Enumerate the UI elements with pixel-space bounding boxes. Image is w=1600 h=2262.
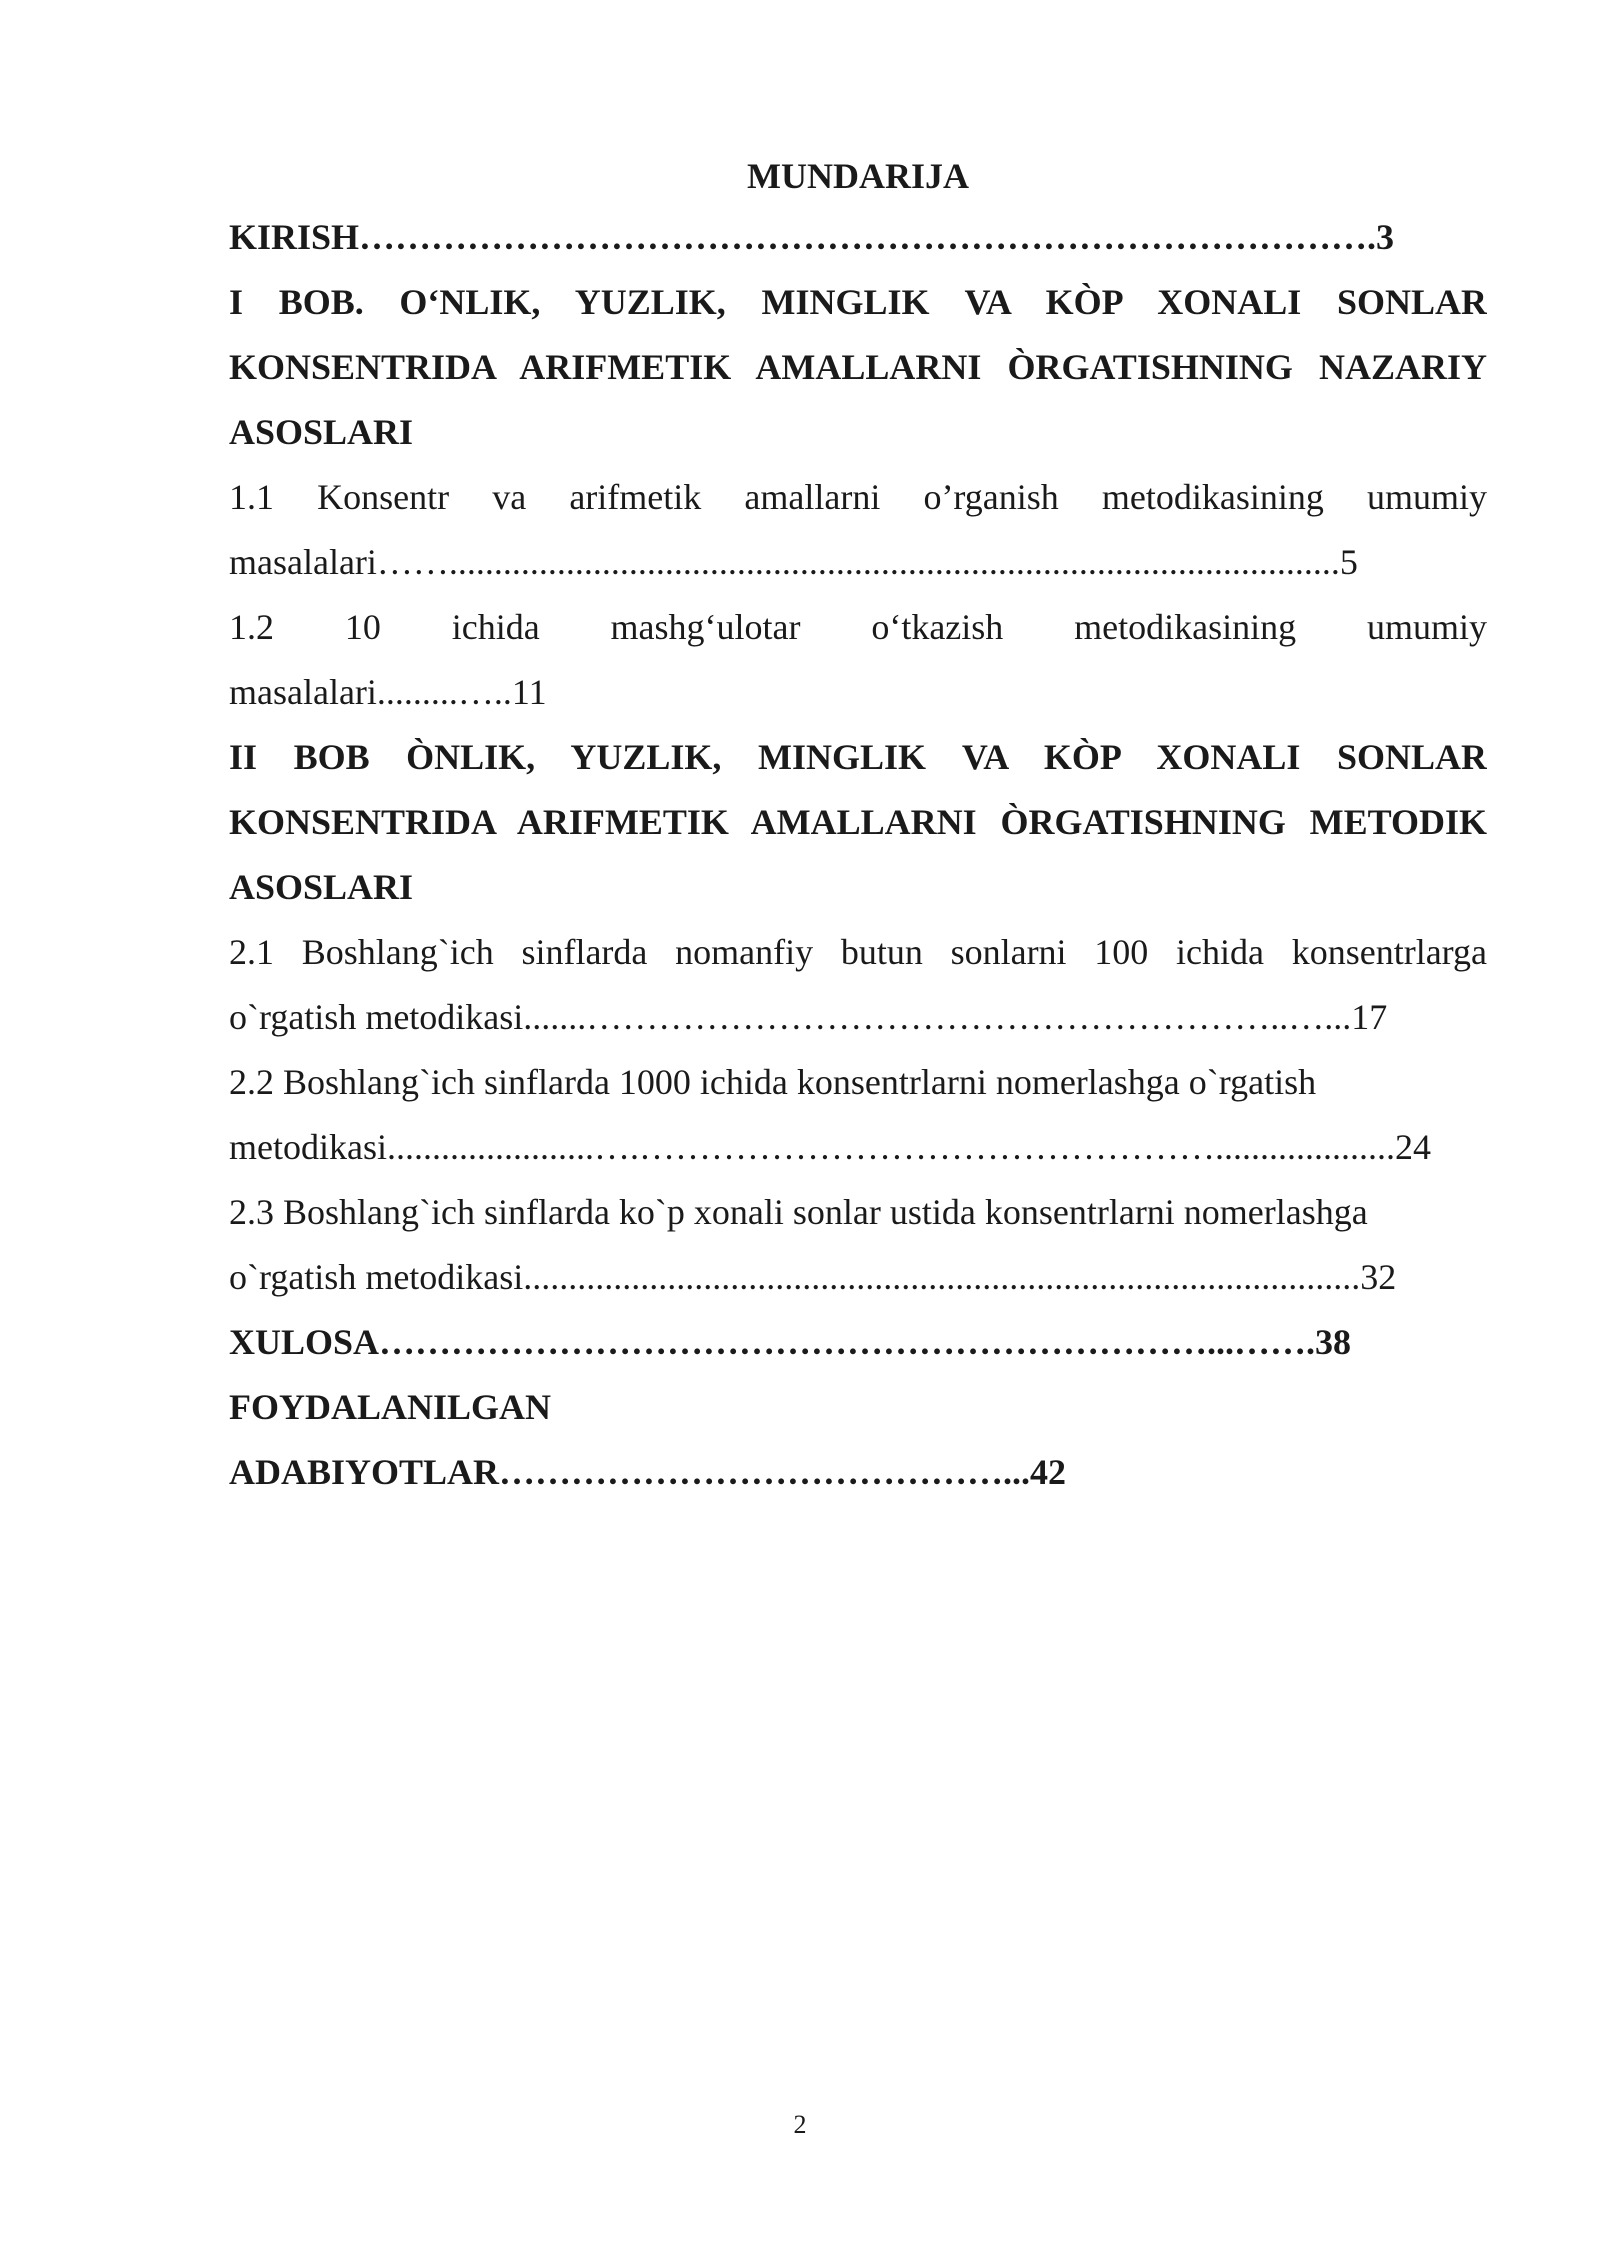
- toc-chapter-1-heading-line-1: I BOB. O‘NLIK, YUZLIK, MINGLIK VA KÒP XONALI SONLAR: [229, 282, 1487, 322]
- page-number: 2: [793, 2110, 807, 2139]
- toc-entry-1-1-line-1: 1.1 Konsentr va arifmetik amallarni o’rganish metodikasining umumiy: [229, 477, 1487, 517]
- toc-entry-1-1-line-2: masalalari……...................................................................................................5: [229, 542, 1358, 582]
- toc-chapter-2-heading-line-1: II BOB ÒNLIK, YUZLIK, MINGLIK VA KÒP XONALI SONLAR: [229, 737, 1487, 777]
- toc-entry-xulosa: XULOSA……………………………………………………………...…….38: [229, 1322, 1352, 1362]
- toc-chapter-1-heading-line-3: ASOSLARI: [229, 412, 414, 452]
- toc-entry-2-1-line-2: o`rgatish metodikasi.......…………………………………………………..…...17: [229, 997, 1388, 1037]
- toc-chapter-2-heading-line-3: ASOSLARI: [229, 867, 414, 907]
- toc-title: MUNDARIJA: [747, 156, 969, 196]
- toc-chapter-2-heading-line-2: KONSENTRIDA ARIFMETIK AMALLARNI ÒRGATISHNING METODIK: [229, 802, 1487, 842]
- toc-entry-1-2-line-1: 1.2 10 ichida mashg‘ulotar o‘tkazish metodikasining umumiy: [229, 607, 1487, 647]
- toc-entry-1-2-line-2: masalalari.........…..11: [229, 672, 547, 712]
- toc-entry-2-2-line-1: 2.2 Boshlang`ich sinflarda 1000 ichida konsentrlarni nomerlashga o`rgatish: [229, 1062, 1317, 1102]
- toc-entry-references-line-1: FOYDALANILGAN: [229, 1387, 552, 1427]
- toc-entry-kirish: KIRISH………………………………………………………………………….3: [229, 217, 1395, 257]
- toc-entry-2-3-line-1: 2.3 Boshlang`ich sinflarda ko`p xonali sonlar ustida konsentrlarni nomerlashga: [229, 1192, 1368, 1232]
- toc-entry-2-3-line-2: o`rgatish metodikasi.............................................................................................32: [229, 1257, 1397, 1297]
- toc-entry-2-2-line-2: metodikasi.......................….…………………………………………....................24: [229, 1127, 1431, 1167]
- toc-entry-references-line-2: ADABIYOTLAR……………………………………...42: [229, 1452, 1067, 1492]
- toc-entry-2-1-line-1: 2.1 Boshlang`ich sinflarda nomanfiy butun sonlarni 100 ichida konsentrlarga: [229, 932, 1487, 972]
- table-of-contents: [229, 147, 1487, 1505]
- toc-chapter-1-heading-line-2: KONSENTRIDA ARIFMETIK AMALLARNI ÒRGATISHNING NAZARIY: [229, 347, 1487, 387]
